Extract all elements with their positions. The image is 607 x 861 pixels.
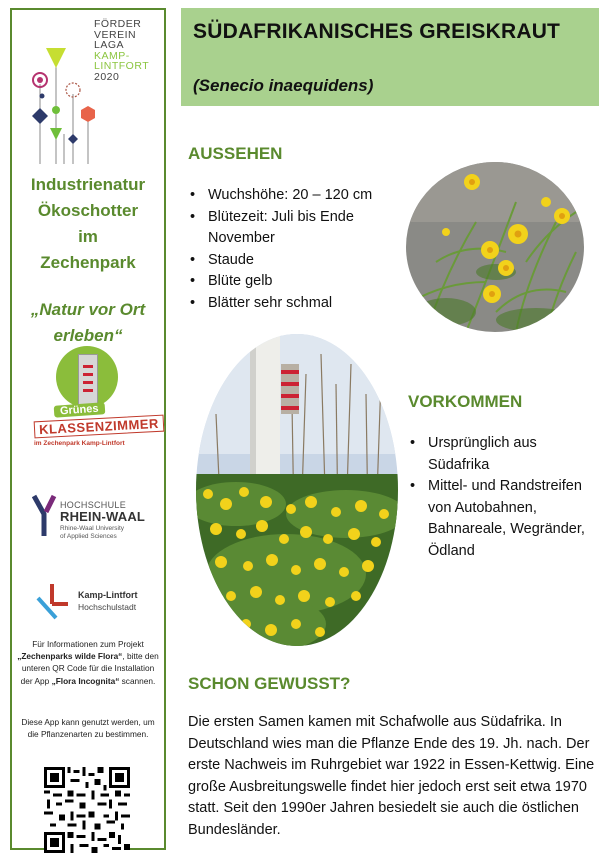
laga-logo-graphic bbox=[28, 24, 98, 164]
hsrw-line1: HOCHSCHULE bbox=[60, 500, 127, 510]
sidebar-title-line: Industrienatur bbox=[30, 175, 146, 194]
qr-code[interactable] bbox=[44, 767, 130, 853]
latin-name: (Senecio inaequidens) bbox=[193, 76, 374, 95]
sidebar-title bbox=[12, 172, 164, 276]
info-post: scannen. bbox=[119, 675, 156, 686]
logo-line: KAMP- bbox=[94, 49, 130, 62]
title-banner bbox=[181, 8, 599, 106]
kamp-lintfort-logo bbox=[34, 580, 164, 624]
info-pre: Für Informationen zum Projekt bbox=[32, 639, 144, 649]
page-title: SÜDAFRIKANISCHES GREISKRAUT bbox=[193, 20, 561, 43]
gk-word-gruenes: Grünes bbox=[54, 402, 105, 417]
schon-gewusst-heading: SCHON GEWUSST? bbox=[188, 674, 351, 693]
gk-subtitle: im Zechenpark Kamp-Lintfort bbox=[34, 440, 125, 447]
logo-line: LINTFORT bbox=[94, 60, 150, 72]
logo-line: FÖRDER bbox=[94, 18, 142, 30]
app-info-text: Diese App kann genutzt werden, um die Pflanzenarten zu bestimmen. bbox=[21, 717, 155, 740]
hsrw-icon bbox=[32, 494, 58, 538]
sidebar-motto-line: erleben“ bbox=[53, 326, 123, 345]
list-item: • Staude bbox=[188, 250, 388, 272]
kamp-lintfort-icon bbox=[34, 582, 74, 622]
logo-line: VEREIN bbox=[94, 28, 137, 41]
laga-logo-text bbox=[94, 19, 149, 82]
aussehen-heading: AUSSEHEN bbox=[188, 144, 283, 163]
project-info-text bbox=[16, 638, 160, 687]
info-project-name: „Zechenparks wilde Flora“ bbox=[17, 651, 123, 662]
kamp-lintfort-line1: Kamp-Lintfort bbox=[78, 590, 138, 600]
hsrw-line4: of Applied Sciences bbox=[60, 533, 117, 540]
hsrw-line3: Rhine-Waal University bbox=[60, 525, 125, 532]
schon-gewusst-text: Die ersten Samen kamen mit Schafwolle aus Südafrika. In Deutschland wies man die Pflanze Ende des 19. Jh. nach. Der erste Nachweis im Ruhrgebiet war 1922 in Essen-Kettwig. Eine große Ausbreitungswelle findet hier jedoch erst seit etwa 1970 statt. Seit den 1990er Jahren besiedelt sie auch die östlichen Bundesländer. bbox=[188, 714, 595, 838]
sidebar bbox=[10, 8, 166, 850]
list-item: • Blüte gelb bbox=[188, 271, 388, 293]
logo-line: 2020 bbox=[94, 70, 120, 83]
logo-line: LAGA bbox=[94, 39, 125, 51]
list-item: • Mittel- und Randstreifen von Autobahnen, Bahnareale, Wegränder, Ödland bbox=[408, 476, 588, 562]
flower-closeup-photo bbox=[406, 162, 584, 332]
hsrw-line2: RHEIN-WAAL bbox=[60, 509, 146, 524]
list-item: • Blätter sehr schmal bbox=[188, 293, 388, 315]
sidebar-title-line: im bbox=[78, 227, 98, 246]
list-item: • Blütezeit: Juli bis Ende November bbox=[188, 207, 388, 250]
sidebar-title-line: Zechenpark bbox=[40, 253, 136, 272]
aussehen-list bbox=[188, 185, 388, 314]
vorkommen-list bbox=[408, 433, 588, 562]
sidebar-motto-line: „Natur vor Ort bbox=[30, 300, 146, 319]
vorkommen-heading: VORKOMMEN bbox=[408, 392, 523, 411]
info-app-name: „Flora Incognita“ bbox=[51, 675, 120, 686]
kamp-lintfort-line2: Hochschulstadt bbox=[78, 602, 137, 612]
info-mid: , bitte den unteren QR Code für die Installation der App bbox=[20, 651, 159, 686]
sidebar-title-line: Ökoschotter bbox=[37, 201, 139, 220]
gruenes-klassenzimmer-logo bbox=[30, 344, 160, 454]
hsrw-sub bbox=[60, 525, 160, 541]
list-item: • Wuchshöhe: 20 – 120 cm bbox=[188, 185, 388, 207]
park-photo bbox=[196, 334, 398, 646]
list-item: • Ursprünglich aus Südafrika bbox=[408, 433, 588, 476]
sidebar-motto bbox=[12, 297, 164, 349]
tower-icon bbox=[78, 354, 98, 408]
hochschule-rhein-waal-logo bbox=[32, 492, 162, 542]
gk-word-klassenzimmer: KLASSENZIMMER bbox=[34, 415, 165, 439]
gk-circle bbox=[56, 346, 118, 408]
